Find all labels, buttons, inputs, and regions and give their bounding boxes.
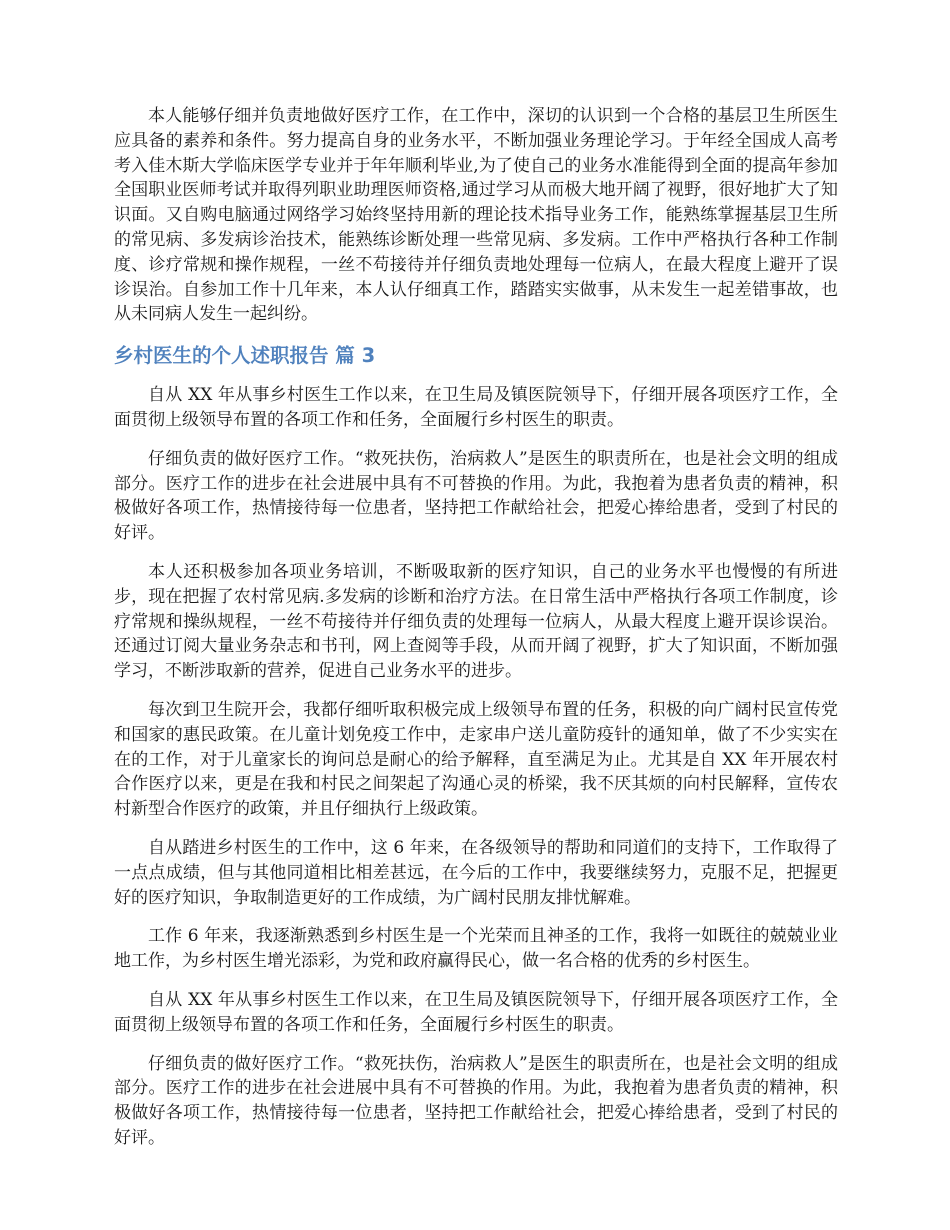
- body-paragraph-8: 仔细负责的做好医疗工作。“救死扶伤，治病救人”是医生的职责所在，也是社会文明的组成部分。医疗工作的进步在社会进展中具有不可替换的作用。为此，我抱着为患者负责的精神，积极做好各项工作，热情接待每一位患者，坚持把工作献给社会，把爱心捧给患者，受到了村民的好评。: [114, 1053, 838, 1148]
- body-paragraph-2: 仔细负责的做好医疗工作。“救死扶伤，治病救人”是医生的职责所在，也是社会文明的组成部分。医疗工作的进步在社会进展中具有不可替换的作用。为此，我抱着为患者负责的精神，积极做好各项工作，热情接待每一位患者，坚持把工作献给社会，把爱心捧给患者，受到了村民的好评。: [114, 448, 838, 544]
- body-paragraph-5: 自从踏进乡村医生的工作中，这 6 年来，在各级领导的帮助和同道们的支持下，工作取得了一点点成绩，但与其他同道相比相差甚远，在今后的工作中，我要继续努力，克服不足，把握更好的医疗知识，争取制造更好的工作成绩，为广阔村民朋友排忧解难。: [114, 837, 838, 908]
- body-paragraph-6: 工作 6 年来，我逐渐熟悉到乡村医生是一个光荣而且神圣的工作，我将一如既往的兢兢业业地工作，为乡村医生增光添彩，为党和政府赢得民心，做一名合格的优秀的乡村医生。: [114, 926, 838, 972]
- intro-paragraph: 本人能够仔细并负责地做好医疗工作，在工作中，深切的认识到一个合格的基层卫生所医生应具备的素养和条件。努力提高自身的业务水平，不断加强业务理论学习。于年经全国成人高考考入佳木斯大学临床医学专业并于年年顺利毕业,为了使自己的业务水准能得到全面的提高年参加全国职业医师考试并取得列职业助理医师资格,通过学习从而极大地开阔了视野，很好地扩大了知识面。又自购电脑通过网络学习始终坚持用新的理论技术指导业务工作，能熟练掌握基层卫生所的常见病、多发病诊治技术，能熟练诊断处理一些常见病、多发病。工作中严格执行各种工作制度、诊疗常规和操作规程，一丝不苟接待并仔细负责地处理每一位病人，在最大程度上避开了误诊误治。自参加工作十几年来，本人认仔细真工作，踏踏实实做事，从未发生一起差错事故，也从未同病人发生一起纠纷。: [114, 106, 838, 325]
- body-paragraph-3: 本人还积极参加各项业务培训，不断吸取新的医疗知识，自己的业务水平也慢慢的有所进步，现在把握了农村常见病.多发病的诊断和治疗方法。在日常生活中严格执行各项工作制度，诊疗常规和操纵规程，一丝不苟接待并仔细负责的处理每一位病人，从最大程度上避开误诊误治。还通过订阅大量业务杂志和书刊，网上查阅等手段，从而开阔了视野，扩大了知识面，不断加强学习，不断涉取新的营养，促进自己业务水平的进步。: [114, 561, 838, 682]
- body-paragraph-1: 自从 XX 年从事乡村医生工作以来，在卫生局及镇医院领导下，仔细开展各项医疗工作，全面贯彻上级领导布置的各项工作和任务，全面履行乡村医生的职责。: [114, 385, 838, 430]
- body-paragraph-7: 自从 XX 年从事乡村医生工作以来，在卫生局及镇医院领导下，仔细开展各项医疗工作，全面贯彻上级领导布置的各项工作和任务，全面履行乡村医生的职责。: [114, 989, 838, 1035]
- body-paragraph-4: 每次到卫生院开会，我都仔细听取积极完成上级领导布置的任务，积极的向广阔村民宣传党和国家的惠民政策。在儿童计划免疫工作中，走家串户送儿童防疫针的通知单，做了不少实实在在的工作，对于儿童家长的询问总是耐心的给予解释，直至满足为止。尤其是自 XX 年开展农村合作医疗以来，更是在我和村民之间架起了沟通心灵的桥梁，我不厌其烦的向村民解释，宣传农村新型合作医疗的政策，并且仔细执行上级政策。: [114, 699, 838, 820]
- section-heading: 乡村医生的个人述职报告 篇 3: [114, 344, 376, 368]
- document-page: [114, 104, 838, 1151]
